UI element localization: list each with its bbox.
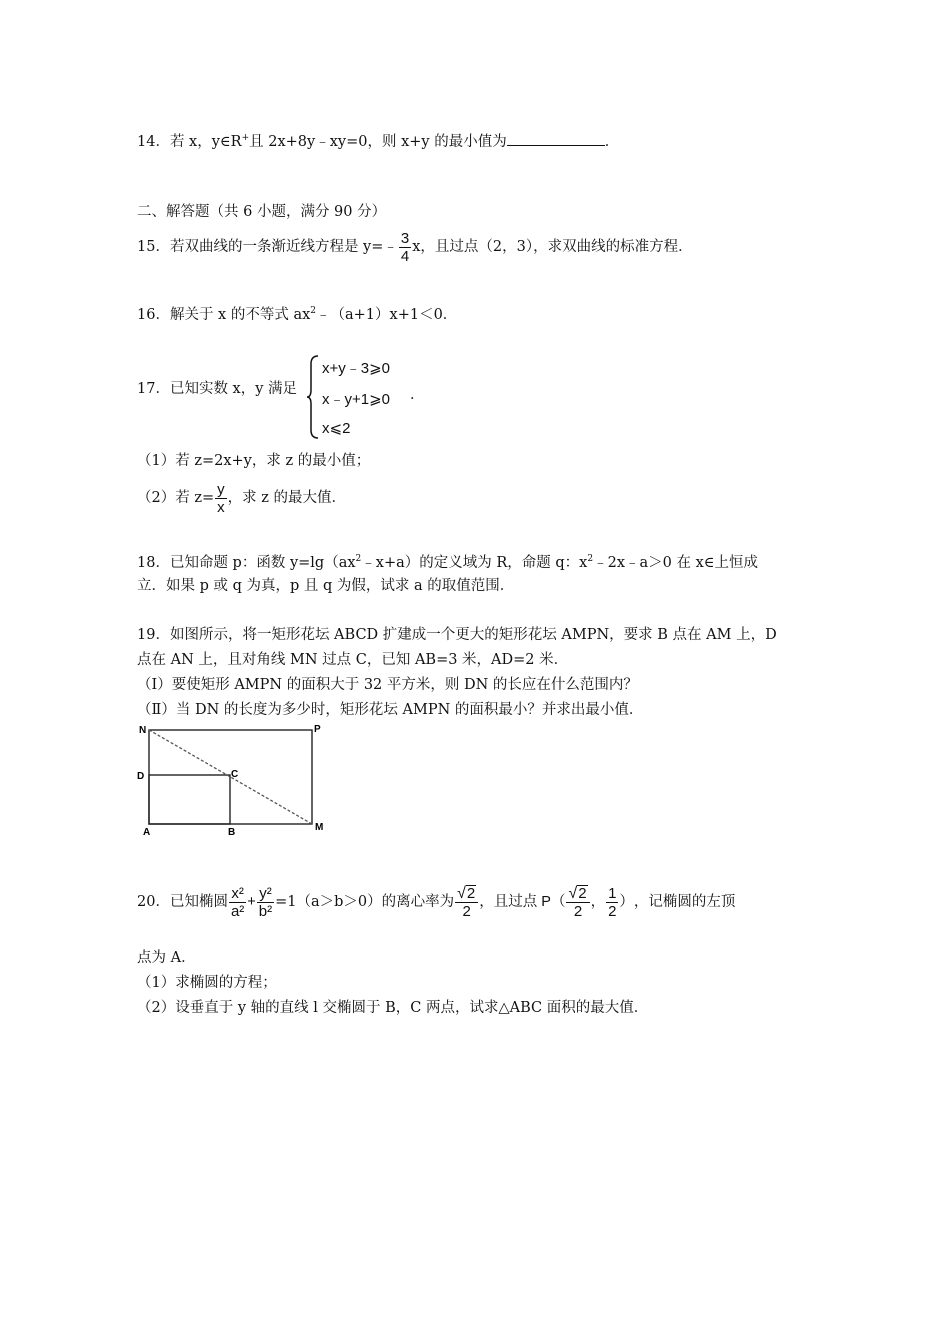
question-16 xyxy=(137,301,457,325)
q17-system xyxy=(322,357,422,441)
sqrt-icon: √ xyxy=(457,884,466,902)
q20-e-num-wrap xyxy=(455,885,478,903)
q17-p2-num: y xyxy=(217,480,225,498)
rect-ABCD xyxy=(149,775,230,824)
q20-part-1: （1）求椭圆的方程； xyxy=(137,975,277,991)
q18-l1-mid: ﹣x+a）的定义域为 R，命题 q：x xyxy=(361,554,588,571)
q18-sup-1: 2 xyxy=(355,554,362,564)
q17-sys-line-3: x⩽2 xyxy=(322,420,351,437)
q15-frac-num: 3 xyxy=(400,229,410,247)
question-20-line-2: 点为 A． xyxy=(137,950,196,966)
question-18-line-2: 立．如果 p 或 q 为真，p 且 q 为假，试求 a 的取值范围． xyxy=(137,578,515,594)
q20-point-P: P xyxy=(541,894,551,910)
question-19-line-1: 19．如图所示，将一矩形花坛 ABCD 扩建成一个更大的矩形花坛 AMPN，要求 B 点在 AM 上，D xyxy=(137,627,777,643)
label-P: P xyxy=(314,724,321,735)
q20-frac-x-num: x² xyxy=(231,884,244,902)
q20-e-num: 2 xyxy=(466,884,476,902)
label-A: A xyxy=(143,827,151,838)
q20-frac-x xyxy=(229,885,246,920)
label-M: M xyxy=(315,822,324,833)
q16-text-pre: 16．解关于 x 的不等式 ax xyxy=(137,306,311,323)
q20-cond: =1（a＞b＞0）的离心率为 xyxy=(275,894,455,910)
q17-sys-line-2: x﹣y+1⩾0 xyxy=(322,391,391,408)
q20-px-den: 2 xyxy=(573,902,583,920)
q18-l1-post: ﹣2x﹣a＞0 在 x∈上恒成 xyxy=(593,554,758,571)
label-D: D xyxy=(137,771,145,782)
q20-paren-left: （ xyxy=(550,894,566,910)
label-C: C xyxy=(231,769,239,780)
q15-frac-den: 4 xyxy=(400,247,410,265)
q17-p2-fraction xyxy=(215,481,227,516)
question-20-line-1 xyxy=(137,874,735,930)
q17-sys-line-1: x+y﹣3⩾0 xyxy=(322,360,391,377)
q20-py xyxy=(606,885,618,920)
q20-frac-y-den: b² xyxy=(258,902,273,920)
q18-sup-2: 2 xyxy=(587,554,594,564)
q20-px-num-wrap xyxy=(566,885,589,903)
sqrt-icon: √ xyxy=(568,884,578,902)
question-14 xyxy=(137,128,619,152)
q14-sup: + xyxy=(241,133,250,143)
q17-brace xyxy=(306,354,320,440)
q15-text-pre: 15．若双曲线的一条渐近线方程是 y=﹣ xyxy=(137,239,398,255)
q20-frac-y-num: y² xyxy=(259,884,272,902)
q20-py-den: 2 xyxy=(608,902,617,920)
q20-px xyxy=(566,885,589,920)
q20-comma: ， xyxy=(590,894,606,910)
q17-p2-pre: （2）若 z= xyxy=(137,490,215,506)
q20-paren-right: ） xyxy=(619,894,634,910)
q20-e-sqrt xyxy=(457,885,476,902)
q20-post: ，记椭圆的左顶 xyxy=(633,894,736,910)
q20-mid: ，且过点 xyxy=(479,894,538,910)
q16-text-post: ﹣（a+1）x+1＜0． xyxy=(316,306,458,323)
q14-text-mid: 且 2x+8y﹣xy=0，则 x+y 的最小值为 xyxy=(249,133,507,150)
q20-eccentricity xyxy=(455,885,478,920)
question-19-line-2: 点在 AN 上，且对角线 MN 过点 C，已知 AB=3 米，AD=2 米． xyxy=(137,652,569,668)
q14-end: ． xyxy=(604,133,620,150)
q20-px-sqrt xyxy=(568,885,587,902)
q20-py-num: 1 xyxy=(608,884,617,902)
label-N: N xyxy=(139,725,147,736)
q19-part-2: （Ⅱ）当 DN 的长度为多少时，矩形花坛 AMPN 的面积最小？并求出最小值． xyxy=(137,702,644,718)
q15-text-post: x，且过点（2，3），求双曲线的标准方程． xyxy=(412,239,693,255)
q20-frac-x-den: a² xyxy=(230,902,245,920)
q18-l1-pre: 18．已知命题 p：函数 y=lg（ax xyxy=(137,554,356,571)
q14-text-pre: 若 x，y∈R xyxy=(169,133,242,150)
section-2-title: 二、解答题（共 6 小题，满分 90 分） xyxy=(137,204,387,220)
q17-dot: ． xyxy=(410,387,425,403)
q20-e-den: 2 xyxy=(462,902,471,920)
q14-answer-blank xyxy=(507,129,605,146)
question-18-line-1 xyxy=(137,549,758,573)
q19-figure xyxy=(134,722,334,838)
q20-plus: + xyxy=(247,894,256,910)
label-B: B xyxy=(228,827,236,838)
q20-pre: 20．已知椭圆 xyxy=(137,894,228,910)
question-15 xyxy=(137,224,693,270)
q14-number: 14． xyxy=(137,133,170,150)
q17-part-2 xyxy=(137,476,346,520)
q19-part-1: （Ⅰ）要使矩形 AMPN 的面积大于 32 平方米，则 DN 的长应在什么范围内？ xyxy=(137,677,638,693)
q20-frac-y xyxy=(257,885,274,920)
question-17 xyxy=(137,379,297,399)
q16-sup: 2 xyxy=(310,306,317,316)
q20-part-2: （2）设垂直于 y 轴的直线 l 交椭圆于 B，C 两点，试求△ABC 面积的最大值． xyxy=(137,1000,649,1016)
q20-px-num: 2 xyxy=(578,884,587,902)
q17-p2-post: ，求 z 的最大值． xyxy=(227,490,346,506)
q17-part-1: （1）若 z=2x+y，求 z 的最小值； xyxy=(137,453,371,469)
q17-text-pre: 17．已知实数 x，y 满足 xyxy=(137,381,298,397)
q15-fraction xyxy=(399,230,411,265)
q17-p2-den: x xyxy=(217,498,225,516)
